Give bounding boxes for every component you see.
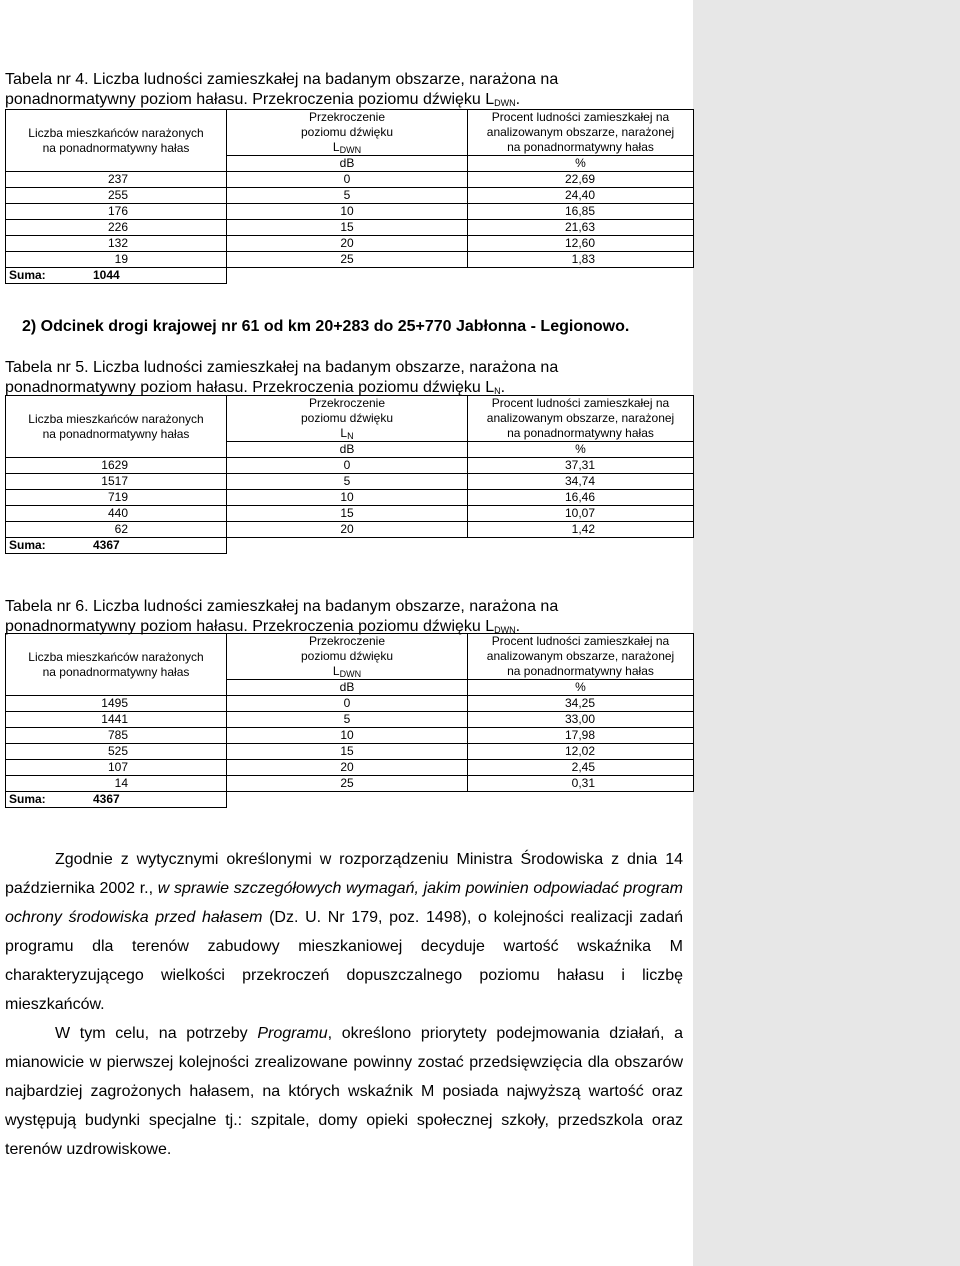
cell-exceedance: 10 [227,204,468,220]
cell-exceedance: 15 [227,506,468,522]
cell-percent: 33,00 [468,712,694,728]
table4 [5,109,694,284]
section-heading: 2) Odcinek drogi krajowej nr 61 od km 20+283 do 25+770 Jabłonna - Legionowo. [22,318,630,335]
cell-exceedance: 0 [227,172,468,188]
body-text [5,845,683,1164]
cell-exceedance: 25 [227,252,468,268]
cell-exceedance: 0 [227,458,468,474]
cell-exceedance: 5 [227,712,468,728]
table5-header-exceedance: Przekroczenie poziomu dźwięku $L_N$ [227,396,468,442]
table5-unit-percent: % [468,442,694,458]
cell-percent: 2,45 [468,760,694,776]
table4-header-residents: Liczba mieszkańców narażonych na ponadnormatywny hałas [6,110,227,172]
cell-residents: 785 [6,728,227,744]
cell-residents: 1495 [6,696,227,712]
cell-residents: 132 [6,236,227,252]
cell-exceedance: 20 [227,236,468,252]
table-row [6,172,694,188]
cell-exceedance: 20 [227,522,468,538]
table5-header-residents: Liczba mieszkańców narażonych na ponadnormatywny hałas [6,396,227,458]
cell-residents: 440 [6,506,227,522]
table6-header-percent: Procent ludności zamieszkałej na analizowanym obszarze, narażonej na ponadnormatywny hałas [468,634,694,680]
table4-header-percent: Procent ludności zamieszkałej na analizowanym obszarze, narażonej na ponadnormatywny hałas [468,110,694,156]
cell-residents: 1441 [6,712,227,728]
table-row [6,712,694,728]
cell-exceedance: 15 [227,744,468,760]
table-row [6,188,694,204]
table-row [6,522,694,538]
cell-residents: 107 [6,760,227,776]
table6-suma: Suma: 4367 [6,792,227,808]
cell-percent: 17,98 [468,728,694,744]
cell-exceedance: 25 [227,776,468,792]
table6-header-residents: Liczba mieszkańców narażonych na ponadnormatywny hałas [6,634,227,696]
table4-unit-percent: % [468,156,694,172]
cell-residents: 19 [6,252,227,268]
table-row [6,252,694,268]
table6-unit-percent: % [468,680,694,696]
cell-percent: 37,31 [468,458,694,474]
cell-percent: 16,85 [468,204,694,220]
cell-exceedance: 20 [227,760,468,776]
table5-suma: Suma: 4367 [6,538,227,554]
table5-header-percent: Procent ludności zamieszkałej na analizowanym obszarze, narażonej na ponadnormatywny hałas [468,396,694,442]
table6-caption: Tabela nr 6. Liczba ludności zamieszkałej na badanym obszarze, narażona na ponadnormatywny poziom hałasu. Przekroczenia poziomu dźwięku $L_{DWN}$. [5,598,559,635]
cell-residents: 719 [6,490,227,506]
table5-caption: Tabela nr 5. Liczba ludności zamieszkałej na badanym obszarze, narażona na ponadnormatywny poziom hałasu. Przekroczenia poziomu dźwięku $L_N$. [5,359,559,396]
cell-percent: 24,40 [468,188,694,204]
cell-residents: 14 [6,776,227,792]
table-row [6,458,694,474]
table5-unit-db: dB [227,442,468,458]
table4-header-exceedance: Przekroczenie poziomu dźwięku $L_{DWN}$ [227,110,468,156]
table-row [6,760,694,776]
cell-exceedance: 5 [227,474,468,490]
table-row [6,696,694,712]
cell-residents: 62 [6,522,227,538]
table-row [6,490,694,506]
cell-percent: 22,69 [468,172,694,188]
table-row [6,744,694,760]
cell-percent: 34,25 [468,696,694,712]
table5 [5,395,694,554]
cell-percent: 1,42 [468,522,694,538]
table6-unit-db: dB [227,680,468,696]
cell-residents: 226 [6,220,227,236]
table6 [5,633,694,808]
cell-percent: 10,07 [468,506,694,522]
cell-residents: 176 [6,204,227,220]
cell-percent: 21,63 [468,220,694,236]
cell-exceedance: 0 [227,696,468,712]
paragraph-2: W tym celu, na potrzeby Programu, określono priorytety podejmowania działań, a mianowicie w pierwszej kolejności zrealizowane powinny zostać przedsięwzięcia dla obszarów najbardziej zagrożonych hałasem, na których wskaźnik M posiada najwyższą wartość oraz występują budynki specjalne tj.: szpitale, domy opieki społecznej szkoły, przedszkola oraz terenów uzdrowiskowe. [5,1025,684,1158]
table4-unit-db: dB [227,156,468,172]
cell-percent: 0,31 [468,776,694,792]
table4-suma: Suma: 1044 [6,268,227,284]
table4-caption: Tabela nr 4. Liczba ludności zamieszkałej na badanym obszarze, narażona na ponadnormatywny poziom hałasu. Przekroczenia poziomu dźwięku $L_{DWN}$. [5,71,559,108]
cell-exceedance: 15 [227,220,468,236]
table-row [6,474,694,490]
cell-exceedance: 5 [227,188,468,204]
table-row [6,236,694,252]
cell-residents: 1517 [6,474,227,490]
paragraph-1: Zgodnie z wytycznymi określonymi w rozporządzeniu Ministra Środowiska z dnia 14 października 2002 r., w sprawie szczegółowych wymagań, jakim powinien odpowiadać program ochrony środowiska przed hałasem (Dz. U. Nr 179, poz. 1498), o kolejności realizacji zadań programu dla terenów zabudowy mieszkaniowej decyduje wartość wskaźnika M charakteryzującego wielkości przekroczeń dopuszczalnego poziomu hałasu i liczbę mieszkańców. [5,851,684,1013]
comment-pane [693,0,960,1266]
table-row [6,506,694,522]
cell-residents: 237 [6,172,227,188]
cell-exceedance: 10 [227,728,468,744]
cell-percent: 16,46 [468,490,694,506]
table6-header-exceedance: Przekroczenie poziomu dźwięku $L_{DWN}$ [227,634,468,680]
cell-percent: 34,74 [468,474,694,490]
table-row [6,220,694,236]
cell-percent: 12,60 [468,236,694,252]
table-row [6,776,694,792]
cell-residents: 525 [6,744,227,760]
cell-percent: 1,83 [468,252,694,268]
cell-exceedance: 10 [227,490,468,506]
table-row [6,728,694,744]
cell-residents: 255 [6,188,227,204]
table-row [6,204,694,220]
cell-percent: 12,02 [468,744,694,760]
cell-residents: 1629 [6,458,227,474]
